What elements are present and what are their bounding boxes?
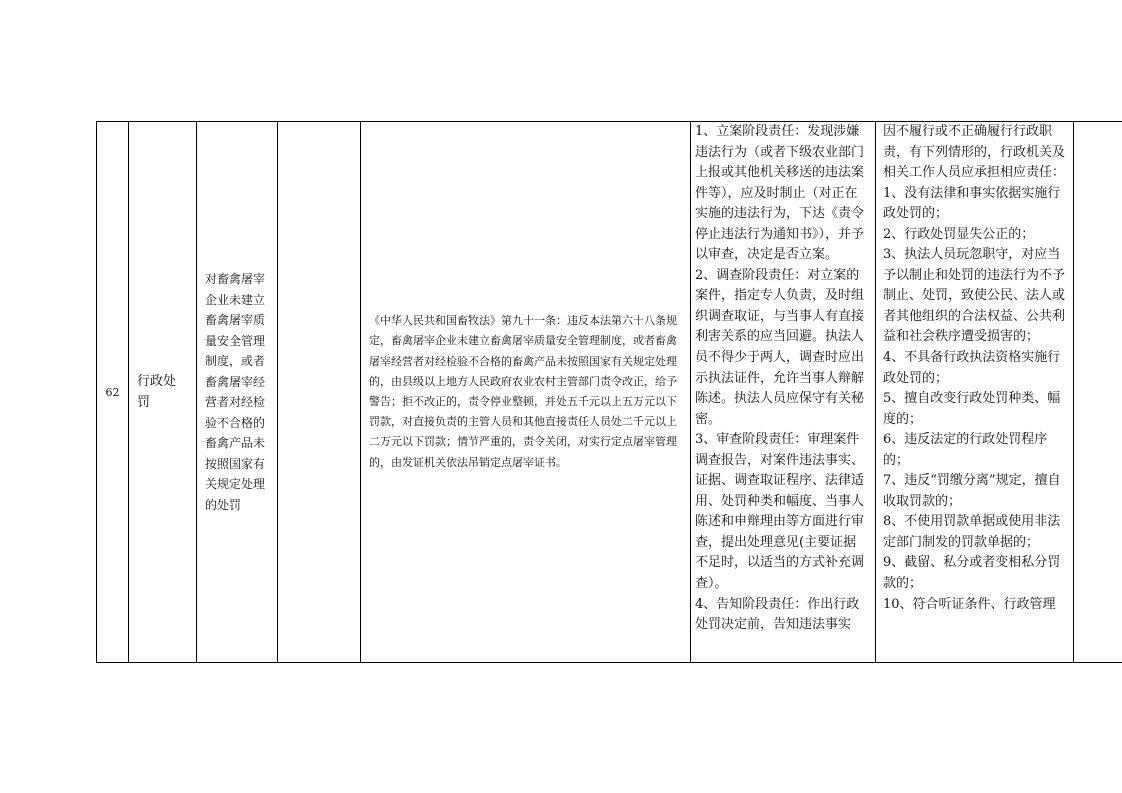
power-category [129,122,197,663]
accountability-items [876,122,1074,663]
sub-item-cell [278,122,361,663]
power-item-name [197,122,278,663]
power-category-text: 行政处罚 [137,374,177,410]
responsibility-text: 1、立案阶段责任：发现涉嫌违法行为（或者下级农业部门上报或其他机关移送的违法案件等），应及时制止（对正在实施的违法行为，下达《责令停止违法行为通知书》），并予以审查，决定是否立案。 2、调查阶段责任：对立案的案件，指定专人负责，及时组织调查取证，与当事人有直接利害关系的应当回避。执法人员不得少于两人，调查时应出示执法证件，允许当事人辩解陈述。执法人员应保守有关秘密。 3、审查阶段责任：审理案件调查报告，对案件违法事实、证据、调查取证程序、法律适用、处罚种类和幅度、当事人陈述和申辩理由等方面进行审查，提出处理意见(主要证据不足时，以适当的方式补充调查）。 4、告知阶段责任：作出行政处罚决定前，告知违法事实 [695,124,865,633]
accountability-text: 因不履行或不正确履行行政职责，有下列情形的，行政机关及相关工作人员应承担相应责任： 1、没有法律和事实依据实施行政处罚的； 2、行政处罚显失公正的； 3、执法人员玩忽职守，对应当予以制止和处罚的违法行为不予制止、处罚，致使公民、法人或者其他组织的合法权益、公共利益和社会秩序遭受损害的； 4、不具备行政执法资格实施行政处罚的； 5、擅自改变行政处罚种类、幅度的； 6、违反法定的行政处罚程序的； 7、违反“罚缴分离”规定，擅自收取罚款的； 8、不使用罚款单据或使用非法定部门制发的罚款单据的； 9、截留、私分或者变相私分罚款的； 10、符合听证条件、行政管理 [883,124,1066,612]
table-row [97,122,1122,663]
power-item-text: 对畜禽屠宰企业未建立畜禽屠宰质量安全管理制度，或者畜禽屠宰经营者对经检验不合格的畜禽产品未按照国家有关规定处理的处罚 [205,272,266,512]
responsibility-items [691,122,876,663]
legal-basis-text: 《中华人民共和国畜牧法》第九十一条：违反本法第六十八条规定，畜禽屠宰企业未建立畜禽屠宰质量安全管理制度，或者畜禽屠宰经营者对经检验不合格的畜禽产品未按照国家有关规定处理的，由县级以上地方人民政府农业农村主管部门责令改正，给予警告；拒不改正的，责令停业整顿，并处五千元以上五万元以下罚款，对直接负责的主管人员和其他直接责任人员处二千元以上二万元以下罚款；情节严重的，责令关闭，对实行定点屠宰管理的，由发证机关依法吊销定点屠宰证书。 [369,314,677,469]
legal-basis [361,122,691,663]
note-cell [1074,122,1122,663]
row-number: 62 [97,122,129,663]
power-list-table [96,121,1122,663]
